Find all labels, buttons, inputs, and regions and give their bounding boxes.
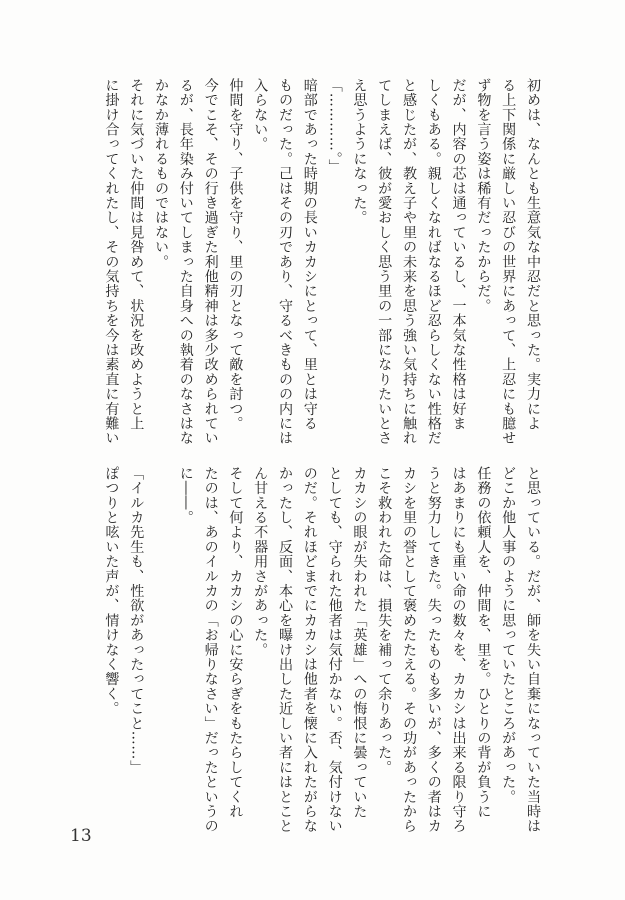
text-line: どこか他人事のように思っていたところがあった。 — [500, 466, 517, 805]
page-number: 13 — [70, 826, 92, 846]
text-line: るが、長年染み付いてしまった自身への執着のなさはな — [177, 78, 194, 446]
text-line: たのは、あのイルカの「お帰りなさい」だったというの — [202, 466, 219, 834]
text-line: うと努力してきた。失ったものも多いが、多くの者はカ — [425, 466, 442, 834]
text-line: のだ。それほどまでにカカシは他者を懐に入れたがらな — [301, 466, 318, 834]
text-line: としても、守られた他者は気付かない。否、気付けない — [326, 466, 343, 834]
text-line: 暗部であった時期の長いカカシにとって、里とは守る — [301, 78, 318, 431]
text-line: ぽつりと呟いた声が、情けなく響く。 — [103, 466, 120, 716]
text-line: 任務の依頼人を、仲間を、里を。ひとりの背が負うに — [475, 466, 492, 819]
text-line: カカシの眼が失われた「英雄」への悔恨に曇っていた — [351, 466, 368, 819]
text-line: だが、内容の芯は通っているし、一本気な性格は好ま — [450, 78, 467, 431]
text-line: る上下関係に厳しい忍びの世界にあって、上忍にも臆せ — [500, 78, 517, 446]
text-line — [148, 466, 173, 818]
text-line: 今でこそ、その行き過ぎた利他精神は多少改められてい — [202, 78, 219, 446]
text-line: ず物を言う姿は稀有だったからだ。 — [475, 78, 492, 314]
text-line: しくもある。親しくなればなるほど忍らしくない性格だ — [425, 78, 442, 446]
text-line: それに気づいた仲間は見咎めて、状況を改めようと上 — [128, 78, 145, 431]
text-line: に掛け合ってくれたし、その気持ちを今は素直に有難い — [103, 78, 120, 446]
text-line: はあまりにも重い命の数々を、カカシは出来る限り守ろ — [450, 466, 467, 834]
text-line: ものだった。己はその刃であり、守るべきものの内には — [277, 78, 294, 446]
text-line: に――。 — [177, 466, 194, 525]
text-line: え思うようになった。 — [351, 78, 368, 225]
text-line: と思っている。だが、師を失い自棄になっていた当時は — [525, 466, 541, 834]
text-line: と感じたが、教え子や里の未来を思う強い気持ちに触れ — [401, 78, 418, 446]
text-line: 初めは、なんとも生意気な中忍だと思った。実力によ — [525, 78, 541, 431]
text-line: てしまえば、彼が愛おしく思う里の一部になりたいとさ — [376, 78, 393, 446]
text-line: かったし、反面、本心を曝け出した近しい者にはとこと — [277, 466, 294, 834]
text-line: かなか薄れるものではない。 — [153, 78, 170, 270]
text-line: 「イルカ先生も、性欲があったってこと……」 — [128, 466, 145, 775]
text-line: 仲間を守り、子供を守り、里の刃となって敵を討つ。 — [227, 78, 244, 431]
text-line: 入らない。 — [252, 78, 269, 152]
lower-text-block — [99, 466, 545, 834]
text-line: こそ救われた命は、損失を補って余りあった。 — [376, 466, 393, 775]
text-line: そして何より、カカシの心に安らぎをもたらしてくれ — [227, 466, 244, 819]
upper-text-block — [99, 78, 545, 446]
text-line: ん甘える不器用さがあった。 — [252, 466, 269, 658]
text-line: カシを里の誉として褒めたたえる。その功があったから — [401, 466, 418, 834]
text-line: 「…………。」 — [326, 78, 343, 174]
